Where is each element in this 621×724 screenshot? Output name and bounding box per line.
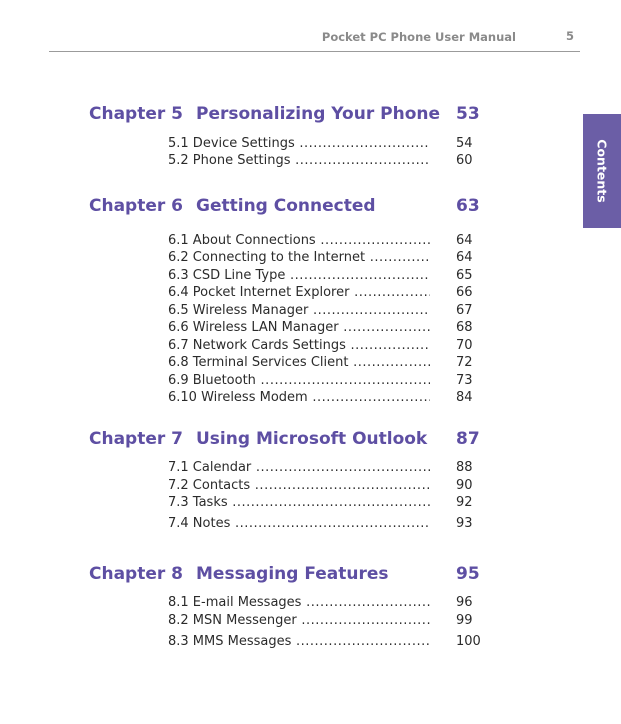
toc-entry[interactable] [168, 389, 488, 407]
toc-entry[interactable] [168, 494, 488, 512]
toc-entry-label: 8.2 MSN Messenger ..... [168, 612, 430, 630]
toc-entry[interactable] [168, 354, 488, 372]
page-number: 5 [566, 29, 575, 43]
toc-entry-page: 65 [456, 268, 473, 283]
header-divider [49, 51, 580, 52]
chapter-number: Chapter 5 [89, 104, 184, 124]
toc-entry-label: 6.7 Network Cards Settings ..... [168, 337, 430, 355]
toc-entry[interactable] [168, 594, 488, 612]
chapter-heading[interactable] [89, 104, 489, 128]
toc-entry[interactable] [168, 515, 488, 533]
chapter-heading[interactable] [89, 564, 489, 588]
toc-entry[interactable] [168, 284, 488, 302]
chapter-title: Using Microsoft Outlook [196, 429, 428, 449]
toc-entry-page: 68 [456, 320, 473, 335]
chapter-page: 63 [456, 196, 480, 216]
toc-entry-page: 92 [456, 495, 473, 510]
toc-entry-page: 67 [456, 303, 473, 318]
toc-entry-label: 6.1 About Connections ..... [168, 232, 430, 250]
toc-entry[interactable] [168, 135, 488, 153]
toc-entry-page: 90 [456, 478, 473, 493]
toc-entry-label: 7.3 Tasks ..... [168, 494, 430, 512]
toc-entry[interactable] [168, 319, 488, 337]
toc-entry-label: 6.8 Terminal Services Client ..... [168, 354, 430, 372]
toc-entry[interactable] [168, 477, 488, 495]
toc-entry[interactable] [168, 633, 488, 651]
toc-entry[interactable] [168, 152, 488, 170]
toc-entry-page: 66 [456, 285, 473, 300]
toc-entry-page: 64 [456, 250, 473, 265]
toc-entry-page: 54 [456, 136, 473, 151]
toc-entry-label: 8.1 E-mail Messages ..... [168, 594, 430, 612]
chapter-number: Chapter 8 [89, 564, 184, 584]
toc-entry[interactable] [168, 267, 488, 285]
toc-entry-page: 60 [456, 153, 473, 168]
toc-entry-label: 5.2 Phone Settings ..... [168, 152, 430, 170]
toc-entry-page: 88 [456, 460, 473, 475]
chapter-title: Getting Connected [196, 196, 376, 216]
toc-entry-page: 93 [456, 516, 473, 531]
chapter-heading[interactable] [89, 196, 489, 220]
toc-entry-page: 70 [456, 338, 473, 353]
toc-entry-page: 99 [456, 613, 473, 628]
toc-entry-label: 7.1 Calendar ..... [168, 459, 430, 477]
toc-entry-page: 100 [456, 634, 481, 649]
chapter-number: Chapter 6 [89, 196, 184, 216]
toc-entry-label: 7.4 Notes ..... [168, 515, 430, 533]
toc-entry-label: 6.2 Connecting to the Internet ..... [168, 249, 430, 267]
toc-entry-label: 5.1 Device Settings ..... [168, 135, 430, 153]
toc-entry[interactable] [168, 337, 488, 355]
toc-entry[interactable] [168, 232, 488, 250]
toc-entry-page: 96 [456, 595, 473, 610]
toc-entry-label: 6.3 CSD Line Type ..... [168, 267, 430, 285]
toc-entry-page: 64 [456, 233, 473, 248]
toc-entry-page: 84 [456, 390, 473, 405]
chapter-title: Personalizing Your Phone [196, 104, 441, 124]
toc-entry[interactable] [168, 459, 488, 477]
chapter-heading[interactable] [89, 429, 489, 453]
toc-entry-page: 72 [456, 355, 473, 370]
chapter-number: Chapter 7 [89, 429, 184, 449]
contents-side-tab [583, 114, 621, 228]
toc-entry-label: 8.3 MMS Messages ..... [168, 633, 430, 651]
toc-entry-label: 7.2 Contacts ..... [168, 477, 430, 495]
side-tab-label: Contents [594, 139, 610, 203]
toc-entry-page: 73 [456, 373, 473, 388]
toc-entry-label: 6.9 Bluetooth ..... [168, 372, 430, 390]
toc-entry-label: 6.6 Wireless LAN Manager ..... [168, 319, 430, 337]
chapter-page: 87 [456, 429, 480, 449]
toc-entry-label: 6.10 Wireless Modem ..... [168, 389, 430, 407]
chapter-page: 53 [456, 104, 480, 124]
toc-entry[interactable] [168, 249, 488, 267]
running-header-title: Pocket PC Phone User Manual [321, 30, 516, 44]
toc-entry[interactable] [168, 302, 488, 320]
toc-entry-label: 6.5 Wireless Manager ..... [168, 302, 430, 320]
chapter-title: Messaging Features [196, 564, 389, 584]
toc-entry[interactable] [168, 372, 488, 390]
toc-entry-label: 6.4 Pocket Internet Explorer ..... [168, 284, 430, 302]
toc-entry[interactable] [168, 612, 488, 630]
chapter-page: 95 [456, 564, 480, 584]
